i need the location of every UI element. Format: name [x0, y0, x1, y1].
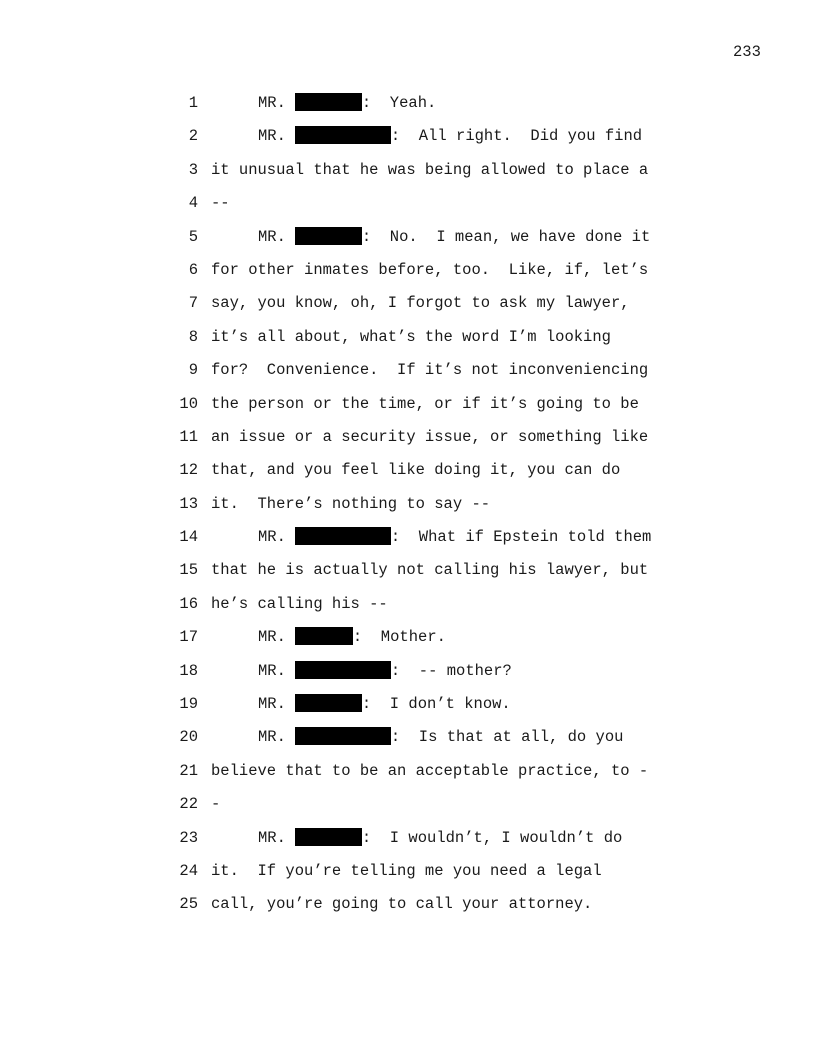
line-number: 14 — [179, 528, 198, 547]
spoken-text: that, and you feel like doing it, you can do — [211, 461, 621, 480]
line-number: 7 — [188, 294, 198, 313]
spoken-text: : -- mother? — [390, 661, 512, 680]
spoken-text: it’s all about, what’s the word I’m looking — [211, 327, 611, 346]
speaker-title: MR. — [258, 828, 286, 847]
line-number: 15 — [179, 561, 198, 580]
line-text — [211, 156, 648, 184]
transcript-line — [0, 523, 816, 556]
speaker-title: MR. — [258, 528, 286, 547]
transcript-line — [0, 490, 816, 523]
transcript-line — [0, 890, 816, 923]
spoken-text: - — [211, 795, 221, 814]
transcript-line — [0, 156, 816, 189]
line-text — [211, 356, 648, 384]
line-text — [211, 256, 648, 284]
redaction-bar — [295, 727, 391, 745]
transcript-line — [0, 690, 816, 723]
line-text — [211, 390, 639, 418]
speaker-line-text — [258, 223, 650, 251]
line-number: 23 — [179, 828, 198, 847]
line-number: 17 — [179, 628, 198, 647]
line-text — [211, 289, 630, 317]
line-number: 22 — [179, 795, 198, 814]
line-text — [211, 456, 620, 484]
spoken-text: believe that to be an acceptable practice, to - — [211, 761, 649, 780]
line-number: 11 — [179, 427, 198, 446]
line-number: 4 — [188, 194, 198, 213]
speaker-title: MR. — [258, 227, 286, 246]
line-number: 2 — [188, 127, 198, 146]
line-number: 20 — [179, 728, 198, 747]
transcript-line — [0, 857, 816, 890]
speaker-title: MR. — [258, 94, 286, 112]
transcript-line — [0, 456, 816, 489]
redaction-bar — [295, 828, 362, 846]
redaction-bar — [295, 227, 362, 245]
line-number: 3 — [188, 160, 198, 179]
transcript-line — [0, 723, 816, 756]
spoken-text: the person or the time, or if it’s going to be — [211, 394, 639, 413]
line-number: 5 — [188, 227, 198, 246]
spoken-text: : All right. Did you find — [390, 127, 643, 146]
transcript-line — [0, 356, 816, 389]
spoken-text: : What if Epstein told them — [390, 528, 652, 547]
speaker-line-text — [258, 690, 511, 718]
redaction-bar — [295, 93, 362, 111]
transcript-line — [0, 122, 816, 155]
spoken-text: : Yeah. — [361, 94, 437, 112]
transcript-line — [0, 556, 816, 589]
transcript-line — [0, 824, 816, 857]
transcript-line — [0, 790, 816, 823]
line-number: 18 — [179, 661, 198, 680]
page-number: 233 — [733, 43, 761, 61]
line-number: 13 — [179, 494, 198, 513]
spoken-text: -- — [211, 194, 230, 213]
spoken-text: he’s calling his -- — [211, 594, 388, 613]
line-number: 16 — [179, 594, 198, 613]
transcript-line — [0, 289, 816, 322]
spoken-text: for? Convenience. If it’s not inconveniencing — [211, 361, 649, 380]
line-number: 25 — [179, 895, 198, 914]
speaker-line-text — [258, 657, 512, 685]
line-number: 8 — [188, 327, 198, 346]
line-number: 24 — [179, 861, 198, 880]
transcript-line — [0, 89, 816, 122]
transcript-line — [0, 757, 816, 790]
spoken-text: it. If you’re telling me you need a legal — [211, 861, 602, 880]
line-number: 9 — [188, 361, 198, 380]
spoken-text: : I wouldn’t, I wouldn’t do — [361, 828, 623, 847]
line-text — [211, 757, 648, 785]
line-text — [211, 323, 611, 351]
spoken-text: an issue or a security issue, or something like — [211, 427, 649, 446]
line-number: 21 — [179, 761, 198, 780]
line-text — [211, 857, 602, 885]
spoken-text: : No. I mean, we have done it — [361, 227, 651, 246]
speaker-line-text — [258, 122, 642, 150]
redaction-bar — [295, 126, 391, 144]
spoken-text: it unusual that he was being allowed to place a — [211, 160, 649, 179]
line-text — [211, 790, 220, 818]
speaker-title: MR. — [258, 661, 286, 680]
transcript-line — [0, 256, 816, 289]
line-number: 1 — [188, 94, 198, 112]
spoken-text: : I don’t know. — [361, 695, 511, 714]
speaker-title: MR. — [258, 695, 286, 714]
redaction-bar — [295, 694, 362, 712]
transcript-line — [0, 623, 816, 656]
spoken-text: : Is that at all, do you — [390, 728, 624, 747]
line-number: 6 — [188, 260, 198, 279]
spoken-text: that he is actually not calling his lawyer, but — [211, 561, 649, 580]
line-text — [211, 590, 388, 618]
speaker-title: MR. — [258, 728, 286, 747]
line-number: 10 — [179, 394, 198, 413]
line-text — [211, 890, 592, 918]
transcript-line — [0, 189, 816, 222]
speaker-line-text — [258, 89, 436, 117]
line-text — [211, 490, 490, 518]
transcript-line — [0, 657, 816, 690]
transcript-body — [0, 89, 816, 924]
line-number: 19 — [179, 695, 198, 714]
line-text — [211, 189, 230, 217]
speaker-line-text — [258, 623, 446, 651]
spoken-text: it. There’s nothing to say -- — [211, 494, 491, 513]
spoken-text: : Mother. — [352, 628, 446, 647]
speaker-line-text — [258, 723, 623, 751]
line-text — [211, 423, 648, 451]
speaker-title: MR. — [258, 628, 286, 647]
transcript-line — [0, 590, 816, 623]
redaction-bar — [295, 627, 353, 645]
transcript-line — [0, 323, 816, 356]
redaction-bar — [295, 661, 391, 679]
spoken-text: say, you know, oh, I forgot to ask my lawyer, — [211, 294, 630, 313]
transcript-line — [0, 390, 816, 423]
transcript-line — [0, 423, 816, 456]
spoken-text: call, you’re going to call your attorney. — [211, 895, 593, 914]
speaker-line-text — [258, 824, 622, 852]
line-text — [211, 556, 648, 584]
speaker-title: MR. — [258, 127, 286, 146]
transcript-line — [0, 223, 816, 256]
line-number: 12 — [179, 461, 198, 480]
spoken-text: for other inmates before, too. Like, if, let’s — [211, 260, 649, 279]
speaker-line-text — [258, 523, 651, 551]
redaction-bar — [295, 527, 391, 545]
